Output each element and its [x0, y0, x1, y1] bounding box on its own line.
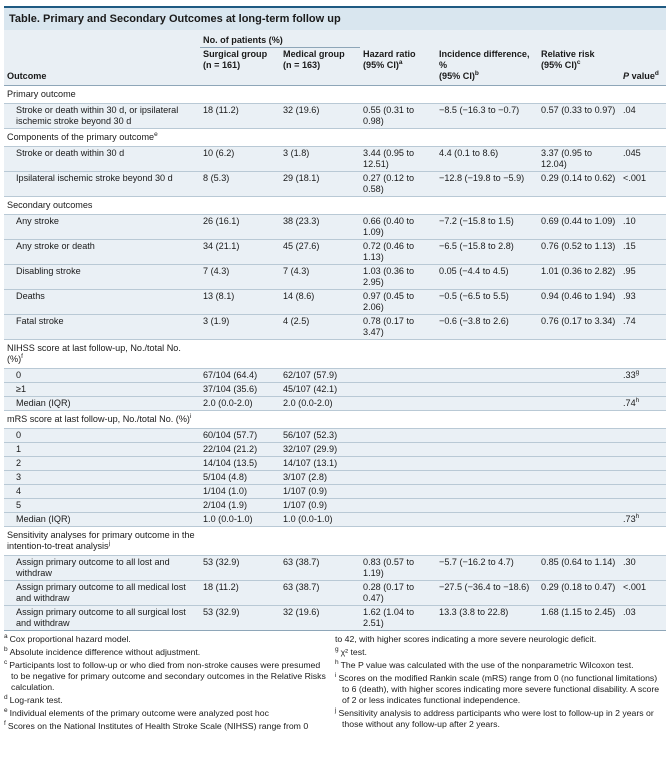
surgical-cell: 8 (5.3) [200, 171, 280, 196]
incidence-diff-cell [436, 382, 538, 396]
p-value-cell [620, 442, 666, 456]
p-value-header: P value$^d$ [620, 48, 666, 86]
footnotes [4, 630, 666, 734]
footnote-h: $^h$ The P value was calculated with the use of the nonparametric Wilcoxon test. [335, 658, 634, 670]
relative-risk-cell: 3.37 (0.95 to 12.04) [538, 146, 620, 171]
surgical-cell: 34 (21.1) [200, 239, 280, 264]
relative-risk-cell: 0.57 (0.33 to 0.97) [538, 103, 620, 128]
table-title: Table. Primary and Secondary Outcomes at long-term follow up [4, 6, 666, 30]
incidence-difference-header: Incidence difference, % (95% CI)$^b$ [436, 48, 538, 86]
section-header: Components of the primary outcome$^e$ [4, 128, 666, 146]
hazard-ratio-cell: 0.72 (0.46 to 1.13) [360, 239, 436, 264]
hazard-ratio-cell: 0.28 (0.17 to 0.47) [360, 580, 436, 605]
outcome-cell: Median (IQR) [4, 396, 200, 410]
table-row [4, 382, 666, 396]
table-row [4, 146, 666, 171]
outcome-cell: Assign primary outcome to all medical lost and withdraw [4, 580, 200, 605]
hazard-ratio-cell: 0.66 (0.40 to 1.09) [360, 214, 436, 239]
p-value-cell [620, 456, 666, 470]
table-row [4, 289, 666, 314]
medical-header: Medical group (n = 163) [280, 48, 360, 86]
incidence-diff-cell [436, 428, 538, 442]
surgical-cell: 67/104 (64.4) [200, 368, 280, 382]
hazard-ratio-cell [360, 512, 436, 526]
p-value-cell [620, 382, 666, 396]
table-row [4, 555, 666, 580]
surgical-cell: 1.0 (0.0-1.0) [200, 512, 280, 526]
relative-risk-cell: 1.01 (0.36 to 2.82) [538, 264, 620, 289]
relative-risk-cell [538, 456, 620, 470]
surgical-cell: 13 (8.1) [200, 289, 280, 314]
hazard-ratio-cell: 1.03 (0.36 to 2.95) [360, 264, 436, 289]
p-value-cell: .73$^h$ [620, 512, 666, 526]
relative-risk-cell: 0.29 (0.14 to 0.62) [538, 171, 620, 196]
table-row [4, 428, 666, 442]
outcome-cell: 1 [4, 442, 200, 456]
hazard-ratio-cell: 3.44 (0.95 to 12.51) [360, 146, 436, 171]
incidence-diff-cell: 13.3 (3.8 to 22.8) [436, 605, 538, 630]
table-row [4, 512, 666, 526]
medical-cell: 14 (8.6) [280, 289, 360, 314]
outcome-cell: Stroke or death within 30 d, or ipsilateral ischemic stroke beyond 30 d [4, 103, 200, 128]
table-row [4, 264, 666, 289]
outcome-cell: 0 [4, 368, 200, 382]
incidence-diff-cell: 0.05 (−4.4 to 4.5) [436, 264, 538, 289]
table-row [4, 368, 666, 382]
hazard-ratio-cell [360, 442, 436, 456]
table-row [4, 171, 666, 196]
incidence-diff-cell: −7.2 (−15.8 to 1.5) [436, 214, 538, 239]
footnote-a: $^a$ Cox proportional hazard model. [4, 632, 131, 644]
medical-cell: 56/107 (52.3) [280, 428, 360, 442]
relative-risk-cell: 0.76 (0.17 to 3.34) [538, 314, 620, 339]
footnote-d: $^d$ Log-rank test. [4, 693, 63, 705]
p-value-cell [620, 470, 666, 484]
footnote-i: $^i$ Scores on the modified Rankin scale (mRS) range from 0 (no functional limitations) to 6 (death), with higher scores indicating more severe functional disability. A score of 2 or less indicates functional independence. [335, 671, 660, 705]
hazard-ratio-cell: 0.83 (0.57 to 1.19) [360, 555, 436, 580]
p-value-cell: .15 [620, 239, 666, 264]
surgical-cell: 18 (11.2) [200, 580, 280, 605]
medical-cell: 1.0 (0.0-1.0) [280, 512, 360, 526]
surgical-cell: 53 (32.9) [200, 555, 280, 580]
incidence-diff-cell: −8.5 (−16.3 to −0.7) [436, 103, 538, 128]
table-row [4, 214, 666, 239]
surgical-cell: 7 (4.3) [200, 264, 280, 289]
incidence-diff-cell [436, 498, 538, 512]
outcome-cell: 0 [4, 428, 200, 442]
hazard-ratio-cell [360, 368, 436, 382]
surgical-cell: 18 (11.2) [200, 103, 280, 128]
incidence-diff-cell: −6.5 (−15.8 to 2.8) [436, 239, 538, 264]
surgical-cell: 37/104 (35.6) [200, 382, 280, 396]
incidence-diff-cell [436, 442, 538, 456]
relative-risk-cell: 0.85 (0.64 to 1.14) [538, 555, 620, 580]
outcome-cell: Ipsilateral ischemic stroke beyond 30 d [4, 171, 200, 196]
medical-cell: 2.0 (0.0-2.0) [280, 396, 360, 410]
table-row [4, 484, 666, 498]
section-header: Primary outcome [7, 88, 76, 99]
footnote-e: $^e$ Individual elements of the primary outcome were analyzed post hoc [4, 706, 269, 718]
section-header: mRS score at last follow-up, No./total No. (%)$^i$ [4, 410, 666, 428]
surgical-cell: 2/104 (1.9) [200, 498, 280, 512]
hazard-ratio-cell: 1.62 (1.04 to 2.51) [360, 605, 436, 630]
outcome-cell: Disabling stroke [4, 264, 200, 289]
p-value-cell: .03 [620, 605, 666, 630]
p-value-cell [620, 484, 666, 498]
relative-risk-cell [538, 512, 620, 526]
group-header: No. of patients (%) [200, 30, 360, 48]
hazard-ratio-cell: 0.55 (0.31 to 0.98) [360, 103, 436, 128]
outcome-cell: 4 [4, 484, 200, 498]
outcome-cell: ≥1 [4, 382, 200, 396]
relative-risk-cell: 1.68 (1.15 to 2.45) [538, 605, 620, 630]
footnote-f-continued: to 42, with higher scores indicating a more severe neurologic deficit. [335, 633, 597, 644]
relative-risk-cell: 0.29 (0.18 to 0.47) [538, 580, 620, 605]
outcome-cell: Median (IQR) [4, 512, 200, 526]
medical-cell: 45/107 (42.1) [280, 382, 360, 396]
surgical-cell: 10 (6.2) [200, 146, 280, 171]
p-value-cell: .30 [620, 555, 666, 580]
footnotes-left [4, 634, 335, 734]
relative-risk-cell [538, 428, 620, 442]
relative-risk-cell: 0.94 (0.46 to 1.94) [538, 289, 620, 314]
incidence-diff-cell [436, 470, 538, 484]
relative-risk-cell [538, 382, 620, 396]
incidence-diff-cell [436, 512, 538, 526]
outcome-cell: 3 [4, 470, 200, 484]
footnote-b: $^b$ Absolute incidence difference without adjustment. [4, 645, 201, 657]
surgical-cell: 14/104 (13.5) [200, 456, 280, 470]
relative-risk-cell: 0.69 (0.44 to 1.09) [538, 214, 620, 239]
header-row-1 [4, 30, 666, 48]
hazard-ratio-cell: 0.78 (0.17 to 3.47) [360, 314, 436, 339]
hazard-ratio-cell [360, 456, 436, 470]
medical-cell: 3/107 (2.8) [280, 470, 360, 484]
surgical-cell: 60/104 (57.7) [200, 428, 280, 442]
hazard-ratio-cell [360, 498, 436, 512]
hazard-ratio-cell: 0.97 (0.45 to 2.06) [360, 289, 436, 314]
surgical-cell: 3 (1.9) [200, 314, 280, 339]
relative-risk-cell [538, 484, 620, 498]
hazard-ratio-cell [360, 470, 436, 484]
surgical-cell: 2.0 (0.0-2.0) [200, 396, 280, 410]
surgical-cell: 1/104 (1.0) [200, 484, 280, 498]
relative-risk-cell: 0.76 (0.52 to 1.13) [538, 239, 620, 264]
header-row-2 [4, 48, 666, 86]
outcome-cell: 5 [4, 498, 200, 512]
relative-risk-cell [538, 498, 620, 512]
hazard-ratio-cell [360, 428, 436, 442]
medical-cell: 45 (27.6) [280, 239, 360, 264]
incidence-diff-cell [436, 456, 538, 470]
medical-cell: 7 (4.3) [280, 264, 360, 289]
medical-cell: 3 (1.8) [280, 146, 360, 171]
table-row [4, 103, 666, 128]
section-header: Secondary outcomes [4, 196, 666, 214]
medical-cell: 63 (38.7) [280, 555, 360, 580]
table-row [4, 498, 666, 512]
table-row [4, 580, 666, 605]
relative-risk-cell [538, 368, 620, 382]
surgical-cell: 5/104 (4.8) [200, 470, 280, 484]
p-value-cell: .33$^g$ [620, 368, 666, 382]
outcome-cell: Any stroke or death [4, 239, 200, 264]
medical-cell: 4 (2.5) [280, 314, 360, 339]
medical-cell: 1/107 (0.9) [280, 498, 360, 512]
outcome-cell: Fatal stroke [4, 314, 200, 339]
outcome-cell: Any stroke [4, 214, 200, 239]
incidence-diff-cell: −0.5 (−6.5 to 5.5) [436, 289, 538, 314]
incidence-diff-cell: −0.6 (−3.8 to 2.6) [436, 314, 538, 339]
section-header: NIHSS score at last follow-up, No./total No. (%)$^f$ [4, 339, 666, 368]
relative-risk-cell [538, 442, 620, 456]
p-value-cell: <.001 [620, 171, 666, 196]
footnote-g: $^g$ χ² test. [335, 645, 367, 657]
p-value-cell: .74$^h$ [620, 396, 666, 410]
medical-cell: 32 (19.6) [280, 605, 360, 630]
hazard-ratio-header: Hazard ratio (95% CI)$^a$ [360, 48, 436, 86]
p-value-cell: .95 [620, 264, 666, 289]
surgical-header: Surgical group (n = 161) [200, 48, 280, 86]
outcome-cell: Assign primary outcome to all surgical lost and withdraw [4, 605, 200, 630]
table-row [4, 456, 666, 470]
p-value-cell: .74 [620, 314, 666, 339]
footnote-c: $^c$ Participants lost to follow-up or who died from non-stroke causes were presumed to be negative for primary outcome and secondary outcomes in the Relative Risks calculation. [4, 658, 326, 692]
surgical-cell: 53 (32.9) [200, 605, 280, 630]
hazard-ratio-cell [360, 396, 436, 410]
medical-cell: 38 (23.3) [280, 214, 360, 239]
p-value-cell: .045 [620, 146, 666, 171]
outcome-cell: 2 [4, 456, 200, 470]
incidence-diff-cell: 4.4 (0.1 to 8.6) [436, 146, 538, 171]
incidence-diff-cell: −27.5 (−36.4 to −18.6) [436, 580, 538, 605]
incidence-diff-cell [436, 484, 538, 498]
table-row [4, 314, 666, 339]
p-value-cell: .04 [620, 103, 666, 128]
hazard-ratio-cell [360, 484, 436, 498]
p-value-cell [620, 498, 666, 512]
table-row [4, 239, 666, 264]
outcome-cell: Stroke or death within 30 d [4, 146, 200, 171]
p-value-cell: .10 [620, 214, 666, 239]
incidence-diff-cell: −5.7 (−16.2 to 4.7) [436, 555, 538, 580]
outcome-cell: Assign primary outcome to all lost and withdraw [4, 555, 200, 580]
table-row [4, 442, 666, 456]
p-value-cell: .93 [620, 289, 666, 314]
relative-risk-header: Relative risk (95% CI)$^c$ [538, 48, 620, 86]
medical-cell: 63 (38.7) [280, 580, 360, 605]
incidence-diff-cell [436, 368, 538, 382]
footnotes-right [335, 634, 666, 734]
medical-cell: 62/107 (57.9) [280, 368, 360, 382]
surgical-cell: 22/104 (21.2) [200, 442, 280, 456]
table-row [4, 470, 666, 484]
incidence-diff-cell: −12.8 (−19.8 to −5.9) [436, 171, 538, 196]
medical-cell: 1/107 (0.9) [280, 484, 360, 498]
surgical-cell: 26 (16.1) [200, 214, 280, 239]
outcome-header: Outcome [4, 48, 200, 86]
relative-risk-cell [538, 470, 620, 484]
relative-risk-cell [538, 396, 620, 410]
footnote-j: $^j$ Sensitivity analysis to address participants who were lost to follow-up in 2 years or those without any follow-up after 2 years. [335, 706, 654, 729]
incidence-diff-cell [436, 396, 538, 410]
medical-cell: 32/107 (29.9) [280, 442, 360, 456]
outcomes-table [4, 30, 666, 630]
p-value-cell [620, 428, 666, 442]
p-value-cell: <.001 [620, 580, 666, 605]
medical-cell: 32 (19.6) [280, 103, 360, 128]
medical-cell: 29 (18.1) [280, 171, 360, 196]
outcome-cell: Deaths [4, 289, 200, 314]
table-row [4, 605, 666, 630]
hazard-ratio-cell: 0.27 (0.12 to 0.58) [360, 171, 436, 196]
section-header: Sensitivity analyses for primary outcome in the intention-to-treat analysis$^j$ [4, 526, 666, 555]
footnote-f: $^f$ Scores on the National Institutes of Health Stroke Scale (NIHSS) range from 0 [4, 719, 309, 731]
table-row [4, 396, 666, 410]
hazard-ratio-cell [360, 382, 436, 396]
medical-cell: 14/107 (13.1) [280, 456, 360, 470]
